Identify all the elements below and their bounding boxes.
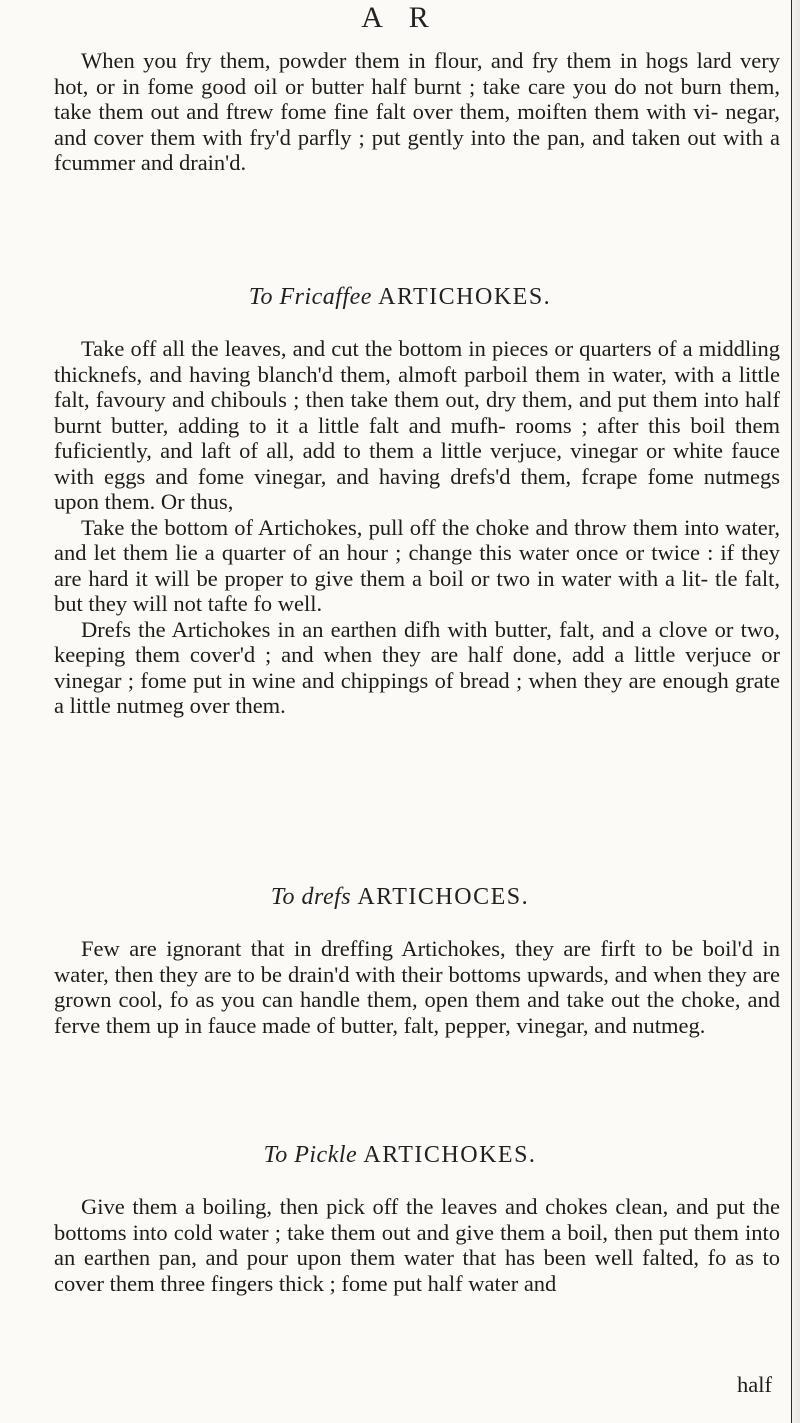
fricassee-section (54, 336, 780, 719)
paragraph: Take the bottom of Artichokes, pull off the choke and throw them into water, and let them lie a quarter of an hour ; change this water once or twice : if they are hard it will be proper to give them a boil or two in water with a lit- tle falt, but they will not tafte fo well. (54, 514, 780, 616)
page-edge-shadow (792, 0, 800, 1423)
section-heading-dress (0, 884, 800, 911)
paragraph: Give them a boiling, then pick off the leaves and chokes clean, and put the bottoms into cold water ; take them out and give them a boil, then put them into an earthen pan, and pour upon them water that has been well falted, fo as to cover them three fingers thick ; fome put half water and (54, 1194, 780, 1296)
page-edge-line (791, 0, 792, 1423)
paragraph: When you fry them, powder them in flour, and fry them in hogs lard very hot, or in fome good oil or butter half burnt ; take care you do not burn them, take them out and ftrew fome fine falt over them, moiften them with vi- negar, and cover them with fry'd parfly ; put gently into the pan, and taken out with a fcummer and drain'd. (54, 48, 780, 175)
heading-caps: ARTICHOCES. (357, 884, 530, 910)
section-heading-pickle (0, 1142, 800, 1169)
paragraph: Few are ignorant that in dreffing Artichokes, they are firft to be boil'd in water, then they are to be drain'd with their bottoms upwards, and when they are grown cool, fo as you can handle them, open them and take out the choke, and ferve them up in fauce made of butter, falt, pepper, vinegar, and nutmeg. (54, 936, 780, 1038)
heading-caps: ARTICHOKES. (378, 284, 552, 310)
paragraph: Drefs the Artichokes in an earthen difh with butter, falt, and a clove or two, keeping them cover'd ; and when they are half done, add a little verjuce or vinegar ; fome put in wine and chippings of bread ; when they are enough grate a little nutmeg over them. (54, 616, 780, 718)
section-heading-fricassee (0, 284, 800, 311)
catchword: half (737, 1372, 772, 1397)
dress-section (54, 936, 780, 1038)
heading-italic: To drefs (270, 884, 352, 910)
heading-caps: ARTICHOKES. (363, 1142, 537, 1168)
heading-italic: To Fricaffee (248, 284, 372, 310)
heading-italic: To Pickle (263, 1142, 358, 1168)
paragraph: Take off all the leaves, and cut the bottom in pieces or quarters of a middling thicknefs, and having blanch'd them, almoft parboil them in water, with a little falt, favoury and chibouls ; then take them out, dry them, and put them into half burnt butter, adding to it a little falt and mufh- rooms ; after this boil them fuficiently, and laft of all, add to them a little verjuce, vinegar or white fauce with eggs and fome vinegar, and having drefs'd them, fcrape fome nutmegs upon them. Or thus, (54, 336, 780, 514)
pickle-section (54, 1194, 780, 1296)
intro-section (54, 48, 780, 176)
running-head: A R (361, 1, 439, 34)
